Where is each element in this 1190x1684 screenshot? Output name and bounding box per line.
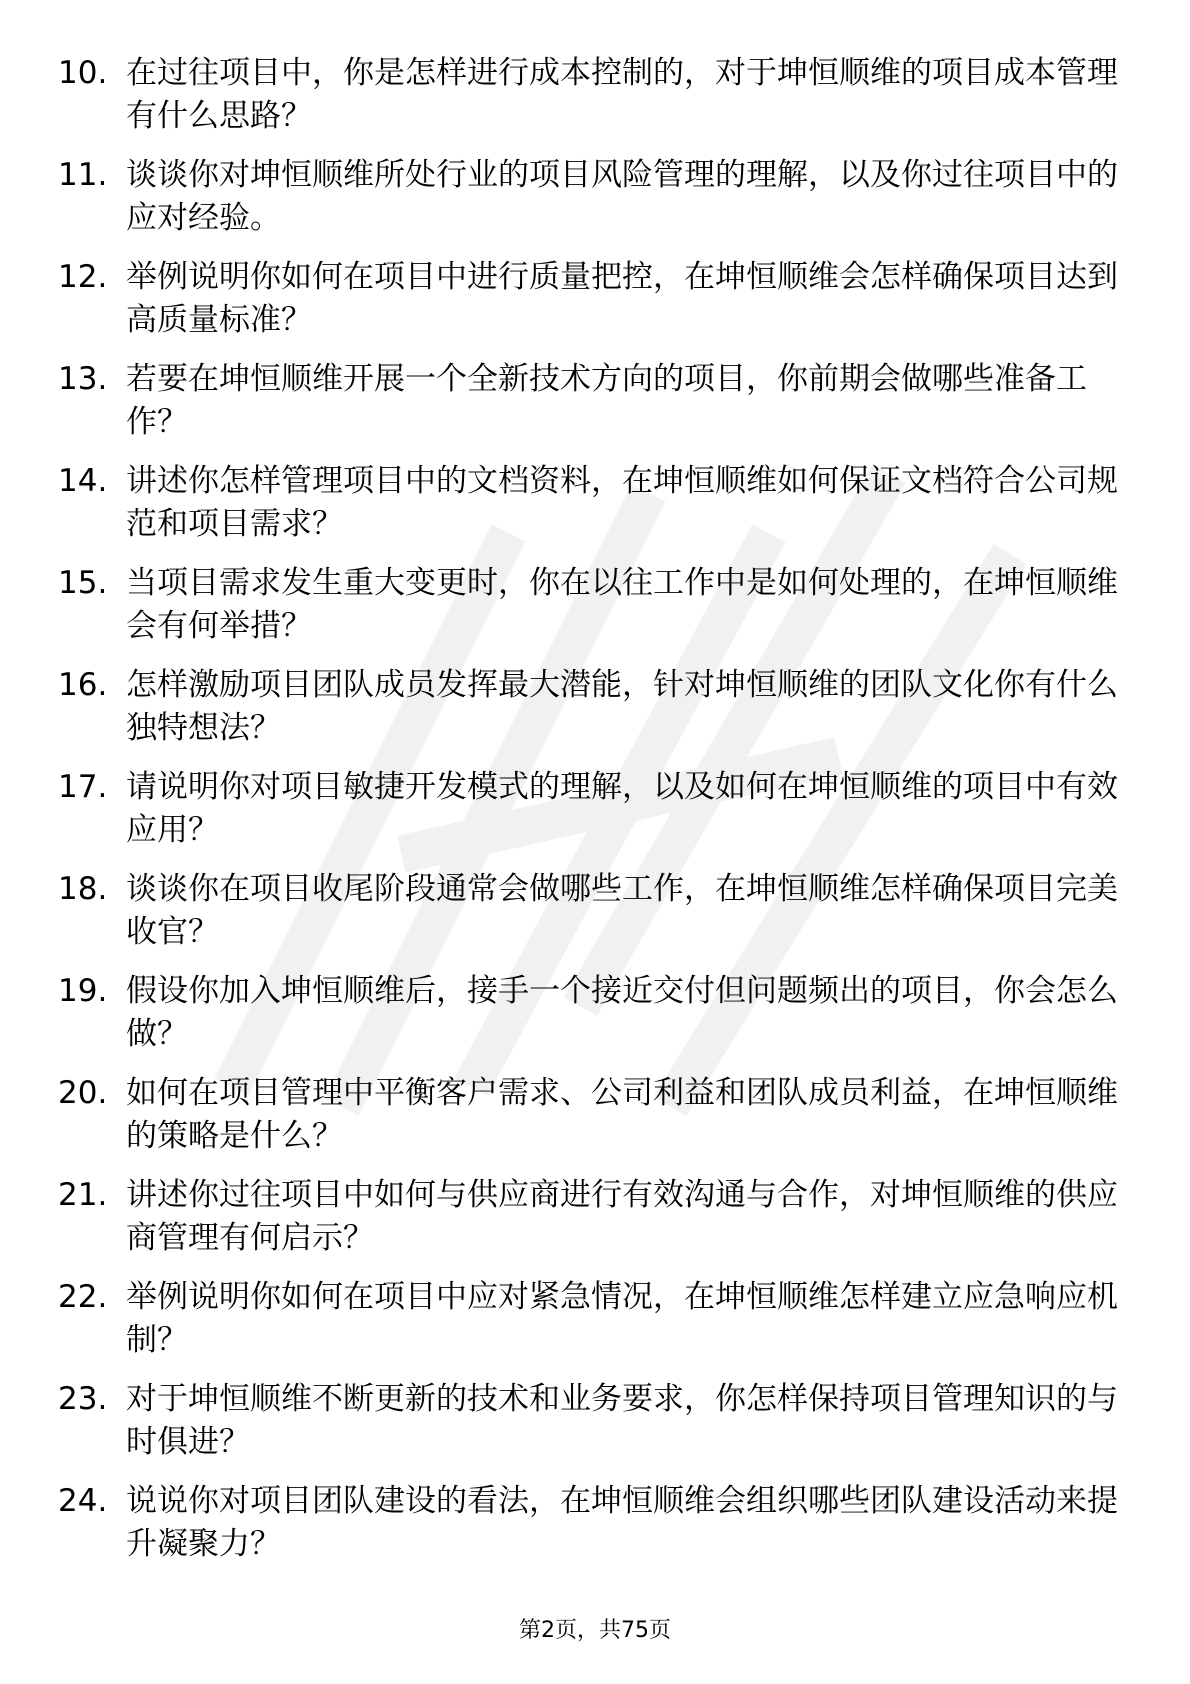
question-number: 17. xyxy=(58,769,108,805)
question-item xyxy=(58,154,1138,240)
question-item xyxy=(58,1072,1138,1158)
question-text: 讲述你怎样管理项目中的文档资料，在坤恒顺维如何保证文档符合公司规范和项目需求？ xyxy=(126,463,1118,542)
question-text: 谈谈你对坤恒顺维所处行业的项目风险管理的理解，以及你过往项目中的应对经验。 xyxy=(126,157,1118,236)
question-number: 12. xyxy=(58,259,108,295)
question-text: 讲述你过往项目中如何与供应商进行有效沟通与合作，对坤恒顺维的供应商管理有何启示？ xyxy=(126,1177,1118,1256)
question-item xyxy=(58,868,1138,954)
question-text: 举例说明你如何在项目中进行质量把控，在坤恒顺维会怎样确保项目达到高质量标准？ xyxy=(126,259,1118,338)
page-indicator: 第2页，共75页 xyxy=(519,1618,671,1643)
question-number: 24. xyxy=(58,1483,108,1519)
question-text: 如何在项目管理中平衡客户需求、公司利益和团队成员利益，在坤恒顺维的策略是什么？ xyxy=(126,1075,1118,1154)
question-item xyxy=(58,664,1138,750)
question-item xyxy=(58,358,1138,444)
question-item xyxy=(58,562,1138,648)
question-item xyxy=(58,766,1138,852)
question-item xyxy=(58,1378,1138,1464)
question-number: 15. xyxy=(58,565,108,601)
question-number: 18. xyxy=(58,871,108,907)
question-text: 举例说明你如何在项目中应对紧急情况，在坤恒顺维怎样建立应急响应机制？ xyxy=(126,1279,1118,1358)
question-number: 14. xyxy=(58,463,108,499)
question-number: 11. xyxy=(58,157,108,193)
question-item xyxy=(58,256,1138,342)
question-item xyxy=(58,460,1138,546)
question-number: 13. xyxy=(58,361,108,397)
question-number: 23. xyxy=(58,1381,108,1417)
question-number: 10. xyxy=(58,55,108,91)
question-list xyxy=(58,52,1138,1582)
question-number: 16. xyxy=(58,667,108,703)
question-text: 谈谈你在项目收尾阶段通常会做哪些工作，在坤恒顺维怎样确保项目完美收官？ xyxy=(126,871,1118,950)
question-number: 21. xyxy=(58,1177,108,1213)
question-item xyxy=(58,970,1138,1056)
question-item xyxy=(58,1276,1138,1362)
question-text: 在过往项目中，你是怎样进行成本控制的，对于坤恒顺维的项目成本管理有什么思路？ xyxy=(126,55,1118,134)
question-text: 对于坤恒顺维不断更新的技术和业务要求，你怎样保持项目管理知识的与时俱进？ xyxy=(126,1381,1118,1460)
question-text: 怎样激励项目团队成员发挥最大潜能，针对坤恒顺维的团队文化你有什么独特想法？ xyxy=(126,667,1118,746)
question-item xyxy=(58,1480,1138,1566)
question-number: 19. xyxy=(58,973,108,1009)
question-text: 说说你对项目团队建设的看法，在坤恒顺维会组织哪些团队建设活动来提升凝聚力？ xyxy=(126,1483,1118,1562)
question-text: 若要在坤恒顺维开展一个全新技术方向的项目，你前期会做哪些准备工作？ xyxy=(126,361,1087,440)
question-number: 22. xyxy=(58,1279,108,1315)
question-text: 请说明你对项目敏捷开发模式的理解，以及如何在坤恒顺维的项目中有效应用？ xyxy=(126,769,1118,848)
question-number: 20. xyxy=(58,1075,108,1111)
question-item xyxy=(58,1174,1138,1260)
question-text: 当项目需求发生重大变更时，你在以往工作中是如何处理的，在坤恒顺维会有何举措？ xyxy=(126,565,1118,644)
question-item xyxy=(58,52,1138,138)
question-text: 假设你加入坤恒顺维后，接手一个接近交付但问题频出的项目，你会怎么做？ xyxy=(126,973,1118,1052)
